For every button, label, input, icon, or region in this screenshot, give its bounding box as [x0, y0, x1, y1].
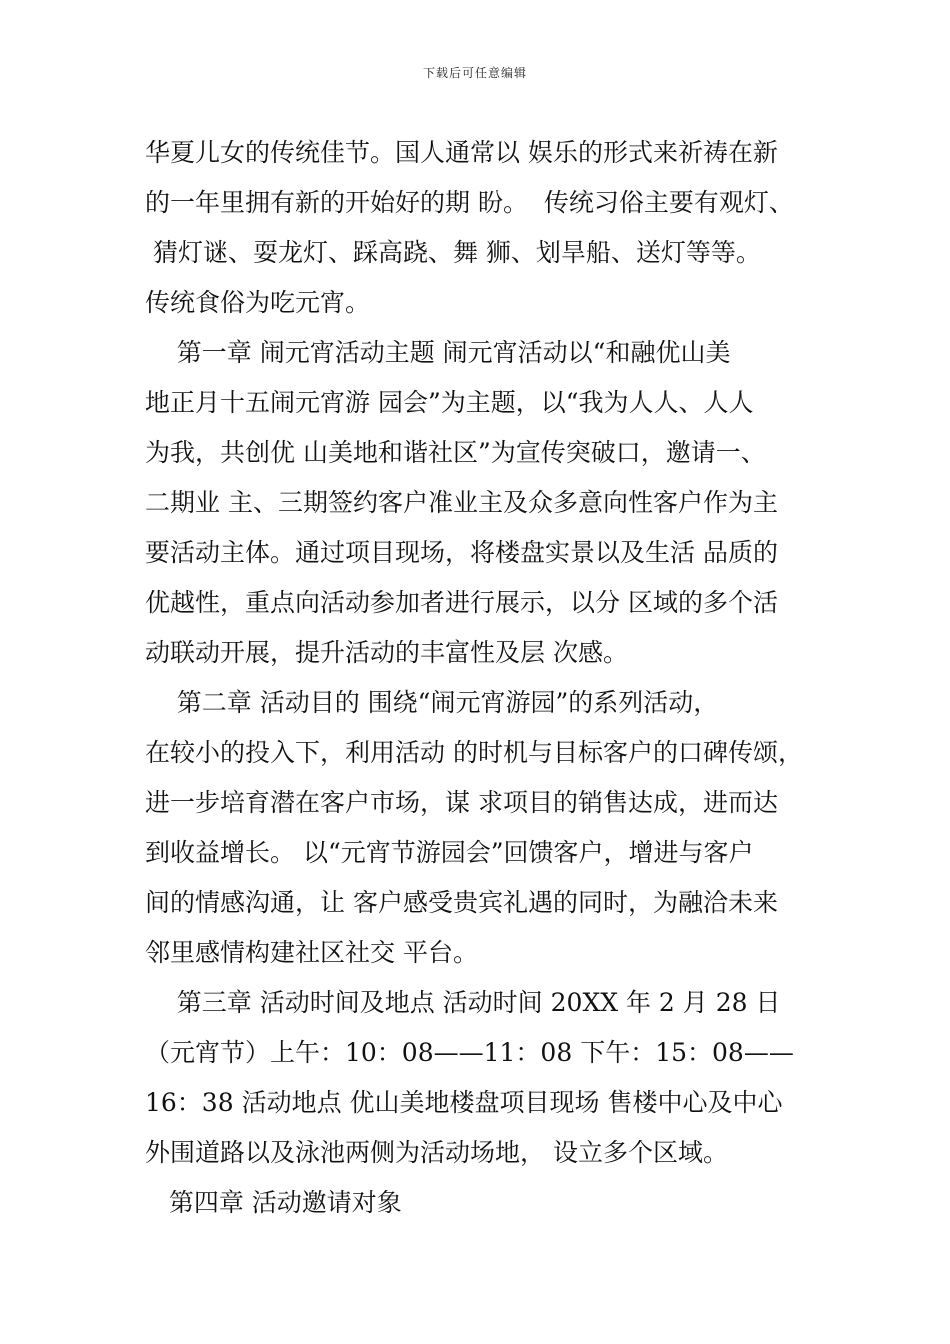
body-line: 间的情感沟通，让 客户感受贵宾礼遇的同时，为融洽未来 — [145, 888, 778, 917]
body-line: 进一步培育潜在客户市场，谋 求项目的销售达成，进而达 — [145, 788, 778, 817]
document-body — [145, 128, 845, 1228]
body-line: 传统食俗为吃元宵。 — [145, 288, 371, 317]
body-line: （元宵节）上午：10：08——11：08 下午：15：08—— — [145, 1038, 794, 1067]
body-line: 的一年里拥有新的开始好的期 盼。 传统习俗主要有观灯、 — [145, 188, 794, 217]
chapter-2-heading-line: 第二章 活动目的 围绕“闹元宵游园”的系列活动， — [145, 688, 719, 717]
body-line: 优越性，重点向活动参加者进行展示，以分 区域的多个活 — [145, 588, 778, 617]
body-line: 猜灯谜、耍龙灯、踩高跷、舞 狮、划旱船、送灯等等。 — [145, 238, 761, 267]
body-line: 16：38 活动地点 优山美地楼盘项目现场 售楼中心及中心 — [145, 1088, 783, 1117]
body-line: 在较小的投入下，利用活动 的时机与目标客户的口碑传颂， — [145, 738, 803, 767]
body-line: 外围道路以及泳池两侧为活动场地， 设立多个区域。 — [145, 1138, 728, 1167]
body-line: 二期业 主、三期签约客户准业主及众多意向性客户作为主 — [145, 488, 778, 517]
body-line: 地正月十五闹元宵游 园会”为主题，以“我为人人、人人 — [145, 388, 754, 417]
chapter-4-heading-line: 第四章 活动邀请对象 — [145, 1188, 402, 1217]
chapter-3-heading-line: 第三章 活动时间及地点 活动时间 20XX 年 2 月 28 日 — [145, 988, 781, 1017]
body-line: 邻里感情构建社区社交 平台。 — [145, 938, 478, 967]
chapter-1-heading-line: 第一章 闹元宵活动主题 闹元宵活动以“和融优山美 — [145, 338, 731, 367]
page-header-note: 下载后可任意编辑 — [422, 66, 527, 80]
body-line: 华夏儿女的传统佳节。国人通常以 娱乐的形式来祈祷在新 — [145, 138, 778, 167]
body-line: 动联动开展，提升活动的丰富性及层 次感。 — [145, 638, 628, 667]
body-line: 到收益增长。 以“元宵节游园会”回馈客户，增进与客户 — [145, 838, 754, 867]
body-line: 为我，共创优 山美地和谐社区”为宣传突破口，邀请一、 — [145, 438, 766, 467]
body-line: 要活动主体。通过项目现场，将楼盘实景以及生活 品质的 — [145, 538, 778, 567]
